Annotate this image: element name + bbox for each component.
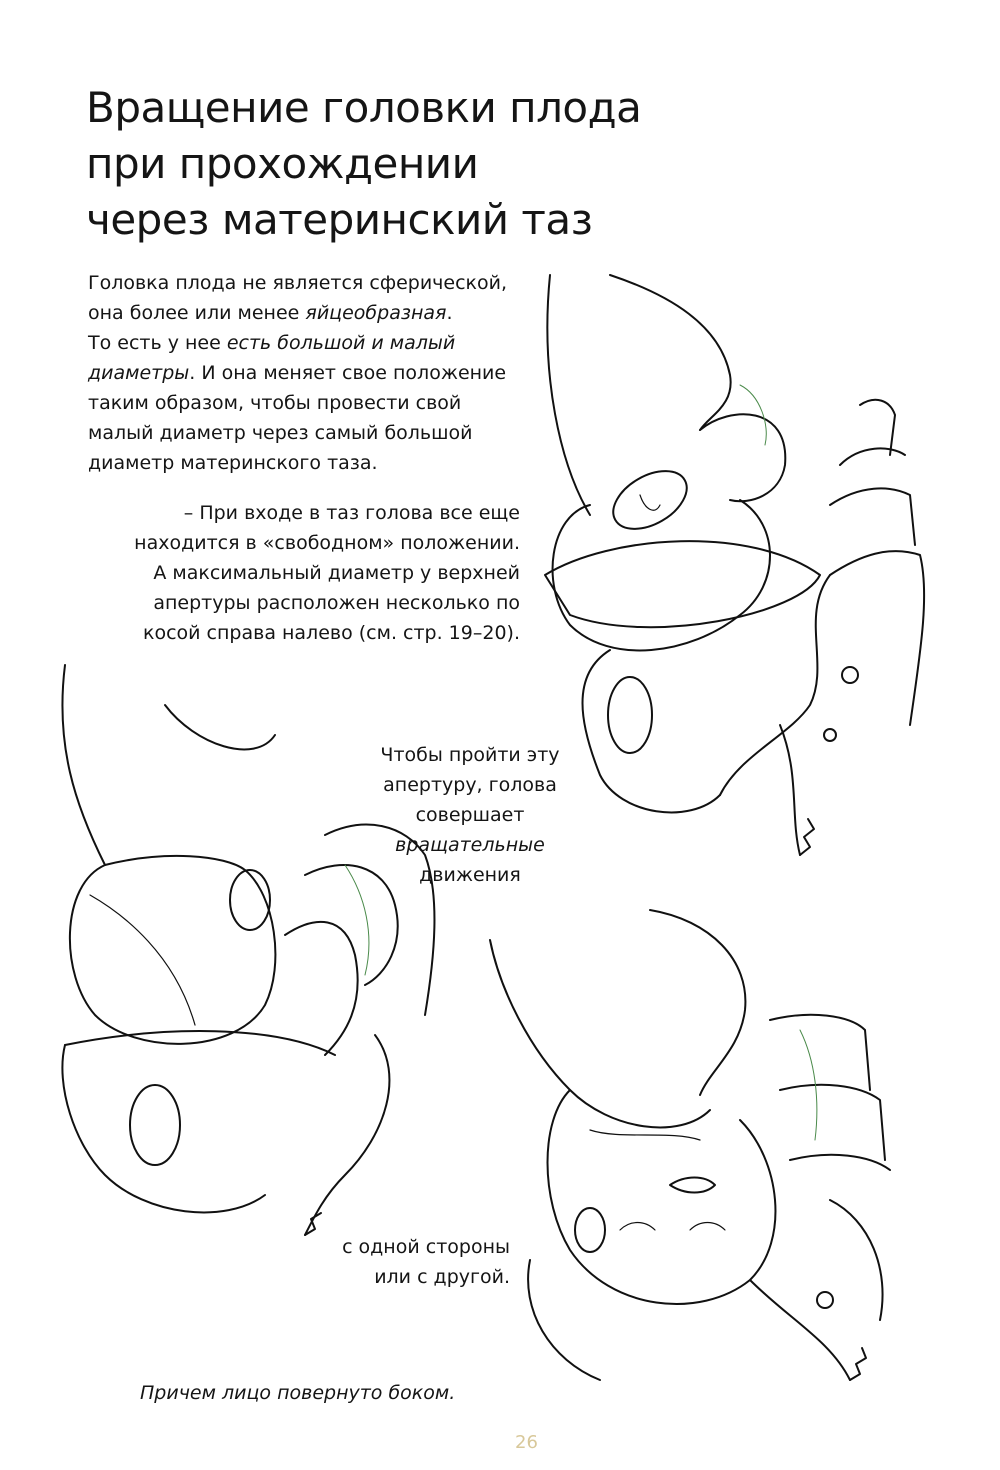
page-title bbox=[86, 80, 646, 248]
intro-line-3-text: То есть у нее bbox=[88, 332, 227, 354]
note-rotation-line-2: апертуру, голова bbox=[383, 774, 557, 796]
title-line-2: при прохождении bbox=[86, 139, 479, 188]
intro-emphasis-diameters-b: диаметры bbox=[88, 362, 190, 384]
note-rotation-line-3: совершает bbox=[415, 804, 525, 826]
note-rotation-line-1: Чтобы пройти эту bbox=[380, 744, 560, 766]
intro-line-4 bbox=[88, 358, 528, 388]
intro-line-5: таким образом, чтобы провести свой bbox=[88, 392, 462, 414]
intro-line-3 bbox=[88, 328, 528, 358]
figure-caption: Причем лицо повернуто боком. bbox=[140, 1382, 456, 1404]
title-line-3: через материнский таз bbox=[86, 195, 593, 244]
note-entry-line-3: А максимальный диаметр у верхней bbox=[153, 562, 520, 584]
note-rotation-line-4: вращательные bbox=[395, 834, 545, 856]
note-sides-line-1: с одной стороны bbox=[342, 1236, 510, 1258]
intro-emphasis-diameters-a: есть большой и малый bbox=[226, 332, 456, 354]
note-pelvic-entry bbox=[80, 498, 520, 648]
note-entry-line-4: апертуры расположен несколько по bbox=[153, 592, 520, 614]
illustration-face-turned-sideways bbox=[470, 900, 970, 1420]
intro-line-2-end: . bbox=[446, 302, 453, 324]
page-number: 26 bbox=[515, 1432, 538, 1453]
note-rotation-line-5: движения bbox=[419, 864, 521, 886]
note-sides-line-2: или с другой. bbox=[374, 1266, 510, 1288]
intro-line-7: диаметр материнского таза. bbox=[88, 452, 378, 474]
intro-line-2 bbox=[88, 298, 528, 328]
note-entry-line-2: находится в «свободном» положении. bbox=[134, 532, 520, 554]
intro-line-4-text: . И она меняет свое положение bbox=[189, 362, 507, 384]
intro-line-2-text: она более или менее bbox=[88, 302, 306, 324]
illustration-head-rotating bbox=[45, 655, 465, 1265]
intro-line-1: Головка плода не является сферической, bbox=[88, 272, 508, 294]
intro-emphasis-egg-shaped: яйцеобразная bbox=[305, 302, 447, 324]
intro-line-6: малый диаметр через самый большой bbox=[88, 422, 473, 444]
illustration-head-entering-pelvis bbox=[530, 255, 950, 865]
intro-paragraph bbox=[88, 268, 528, 478]
note-entry-line-1: – При входе в таз голова все еще bbox=[183, 502, 520, 524]
title-line-1: Вращение головки плода bbox=[86, 83, 642, 132]
note-entry-line-5: косой справа налево (см. стр. 19–20). bbox=[142, 622, 520, 644]
